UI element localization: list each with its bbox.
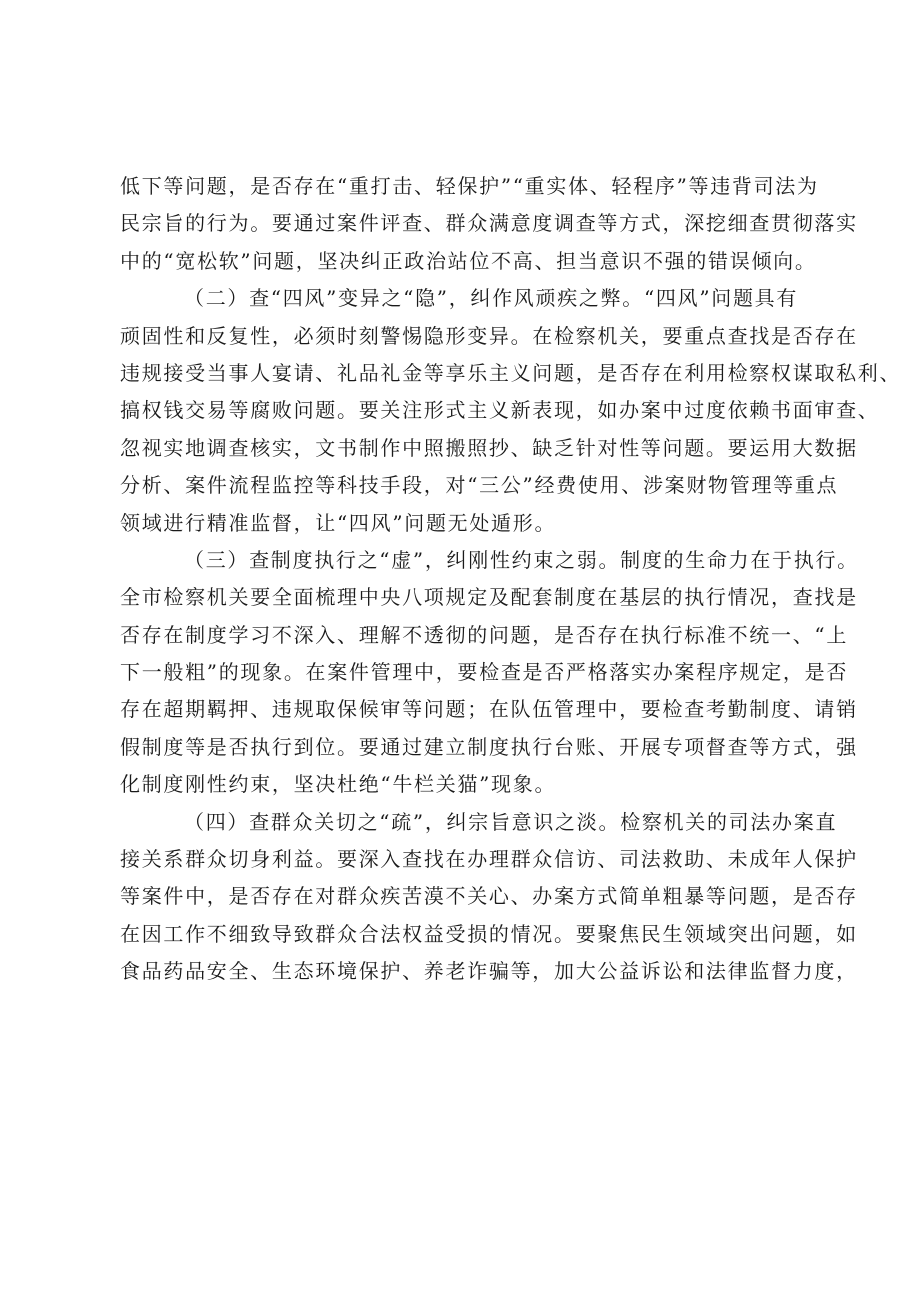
- text-line: 在因工作不细致导致群众合法权益受损的情况。要聚焦民生领域突出问题，如: [120, 921, 858, 946]
- text-line: 食品药品安全、生态环境保护、养老诈骗等，加大公益诉讼和法律监督力度，: [120, 959, 858, 984]
- document-body: [120, 172, 902, 995]
- text-line: 民宗旨的行为。要通过案件评查、群众满意度调查等方式，深挖细查贯彻落实: [120, 211, 858, 236]
- text-line: 存在超期羁押、违规取保候审等问题；在队伍管理中，要检查考勤制度、请销: [120, 697, 858, 722]
- text-line: 顽固性和反复性，必须时刻警惕隐形变异。在检察机关，要重点查找是否存在: [120, 323, 858, 348]
- text-line: 全市检察机关要全面梳理中央八项规定及配套制度在基层的执行情况，查找是: [120, 585, 858, 610]
- text-line: 违规接受当事人宴请、礼品礼金等享乐主义问题，是否存在利用检察权谋取私利、: [120, 360, 902, 385]
- text-line: 下一般粗”的现象。在案件管理中，要检查是否严格落实办案程序规定，是否: [120, 660, 849, 685]
- text-line: 等案件中，是否存在对群众疾苦漠不关心、办案方式简单粗暴等问题，是否存: [120, 884, 858, 909]
- text-line: 假制度等是否执行到位。要通过建立制度执行台账、开展专项督查等方式，强: [120, 734, 858, 759]
- text-line: 领域进行精准监督，让“四风”问题无处遁形。: [120, 510, 557, 535]
- text-line: 化制度刚性约束，坚决杜绝“牛栏关猫”现象。: [120, 772, 557, 797]
- section-heading-3: （三）查制度执行之“虚”，纠刚性约束之弱。制度的生命力在于执行。: [184, 547, 859, 572]
- text-line: 中的“宽松软”问题，坚决纠正政治站位不高、担当意识不强的错误倾向。: [120, 248, 817, 273]
- text-line: 低下等问题，是否存在“重打击、轻保护”“重实体、轻程序”等违背司法为: [120, 174, 819, 198]
- text-line: 分析、案件流程监控等科技手段，对“三公”经费使用、涉案财物管理等重点: [120, 473, 839, 498]
- section-heading-2: （二）查“四风”变异之“隐”，纠作风顽疾之弊。“四风”问题具有: [184, 286, 799, 311]
- text-line: 忽视实地调查核实，文书制作中照搬照抄、缺乏针对性等问题。要运用大数据: [120, 435, 858, 460]
- section-heading-4: （四）查群众关切之“疏”，纠宗旨意识之淡。检察机关的司法办案直: [184, 809, 838, 834]
- text-line: 接关系群众切身利益。要深入查找在办理群众信访、司法救助、未成年人保护: [120, 847, 858, 872]
- text-line: 搞权钱交易等腐败问题。要关注形式主义新表现，如办案中过度依赖书面审查、: [120, 398, 880, 423]
- text-line: 否存在制度学习不深入、理解不透彻的问题，是否存在执行标准不统一、“上: [120, 622, 849, 647]
